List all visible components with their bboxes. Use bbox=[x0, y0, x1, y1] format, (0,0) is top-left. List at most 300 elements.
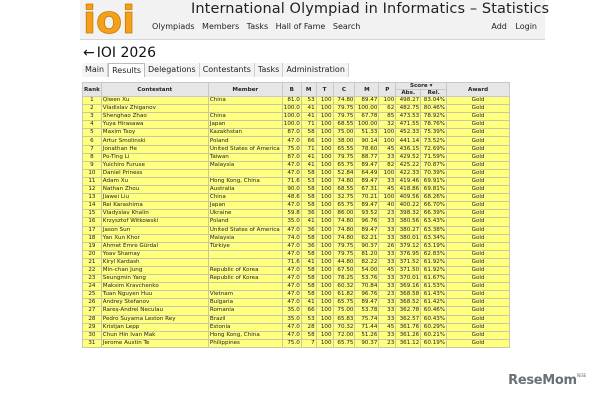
cell-m2: 90.37 bbox=[355, 242, 379, 250]
col-task-t[interactable]: T bbox=[316, 83, 333, 97]
cell-c: 44.80 bbox=[333, 258, 355, 266]
cell-m: 41 bbox=[301, 153, 316, 161]
cell-m: 36 bbox=[301, 242, 316, 250]
table-row bbox=[83, 202, 510, 210]
cell-t: 100 bbox=[316, 202, 333, 210]
cell-b: 71.6 bbox=[282, 258, 301, 266]
cell-member[interactable] bbox=[208, 105, 282, 113]
cell-abs: 422.33 bbox=[396, 169, 421, 177]
cell-p: 100 bbox=[379, 129, 396, 137]
cell-p: 32 bbox=[379, 121, 396, 129]
tab-tasks[interactable]: Tasks bbox=[255, 63, 283, 77]
top-nav bbox=[152, 22, 365, 31]
cell-m: 53 bbox=[301, 177, 316, 185]
cell-p: 40 bbox=[379, 202, 396, 210]
cell-name[interactable]: Yuichiro Furuse bbox=[101, 161, 208, 169]
cell-rank: 22 bbox=[83, 266, 102, 274]
cell-rel: 72.69% bbox=[421, 145, 447, 153]
cell-name[interactable]: Qiwen Xu bbox=[101, 97, 208, 105]
cell-rank: 28 bbox=[83, 315, 102, 323]
cell-name[interactable]: Nathan Zhou bbox=[101, 186, 208, 194]
col-score-rel[interactable]: Rel. bbox=[421, 90, 447, 97]
table-row bbox=[83, 283, 510, 291]
cell-award: Gold bbox=[447, 331, 510, 339]
cell-m2: 96.76 bbox=[355, 291, 379, 299]
site-title: International Olympiad in Informatics – Statistics bbox=[191, 1, 550, 17]
cell-award: Gold bbox=[447, 275, 510, 283]
cell-award: Gold bbox=[447, 299, 510, 307]
col-task-p[interactable]: P bbox=[379, 83, 396, 97]
cell-member[interactable]: Malaysia bbox=[208, 161, 282, 169]
cell-t: 100 bbox=[316, 97, 333, 105]
cell-name[interactable]: Jerome Austin Te bbox=[101, 339, 208, 347]
cell-member[interactable]: Taiwan bbox=[208, 153, 282, 161]
cell-abs: 441.14 bbox=[396, 137, 421, 145]
cell-award: Gold bbox=[447, 234, 510, 242]
cell-b: 47.0 bbox=[282, 161, 301, 169]
cell-rank: 1 bbox=[83, 97, 102, 105]
cell-name[interactable]: Krzysztof Witkowski bbox=[101, 218, 208, 226]
cell-name[interactable]: Vladyslav Khalin bbox=[101, 210, 208, 218]
cell-t: 100 bbox=[316, 307, 333, 315]
nav-olympiads[interactable]: Olympiads bbox=[152, 22, 195, 31]
cell-abs: 362.78 bbox=[396, 307, 421, 315]
cell-abs: 370.01 bbox=[396, 275, 421, 283]
cell-b: 75.0 bbox=[282, 339, 301, 347]
cell-c: 61.82 bbox=[333, 291, 355, 299]
cell-name[interactable]: Kristjan Lepp bbox=[101, 323, 208, 331]
cell-p: 33 bbox=[379, 331, 396, 339]
cell-p: 33 bbox=[379, 283, 396, 291]
cell-name[interactable]: Min-chan Jung bbox=[101, 266, 208, 274]
cell-p: 85 bbox=[379, 113, 396, 121]
cell-p: 26 bbox=[379, 242, 396, 250]
cell-t: 100 bbox=[316, 299, 333, 307]
cell-rank: 20 bbox=[83, 250, 102, 258]
cell-rank: 4 bbox=[83, 121, 102, 129]
cell-m: 58 bbox=[301, 234, 316, 242]
cell-m: 41 bbox=[301, 113, 316, 121]
cell-member[interactable]: Vietnam bbox=[208, 291, 282, 299]
cell-rank: 2 bbox=[83, 105, 102, 113]
cell-t: 100 bbox=[316, 291, 333, 299]
cell-award: Gold bbox=[447, 137, 510, 145]
cell-t: 100 bbox=[316, 113, 333, 121]
cell-rank: 10 bbox=[83, 169, 102, 177]
cell-c: 78.25 bbox=[333, 275, 355, 283]
cell-m2: 89.47 bbox=[355, 226, 379, 234]
cell-member[interactable]: Kazakhstan bbox=[208, 129, 282, 137]
cell-member[interactable]: Estonia bbox=[208, 323, 282, 331]
cell-m2: 89.47 bbox=[355, 97, 379, 105]
cell-name[interactable]: Maksim Kravchenko bbox=[101, 283, 208, 291]
tab-results[interactable]: Results bbox=[108, 63, 145, 77]
cell-c: 79.75 bbox=[333, 242, 355, 250]
cell-t: 100 bbox=[316, 145, 333, 153]
cell-member[interactable]: Türkiye bbox=[208, 242, 282, 250]
cell-m: 58 bbox=[301, 194, 316, 202]
cell-m: 66 bbox=[301, 137, 316, 145]
cell-m: 58 bbox=[301, 275, 316, 283]
cell-m2: 67.31 bbox=[355, 186, 379, 194]
cell-rank: 29 bbox=[83, 323, 102, 331]
cell-t: 100 bbox=[316, 258, 333, 266]
cell-name[interactable]: Ahmet Emre Gürdal bbox=[101, 242, 208, 250]
cell-member[interactable]: Romania bbox=[208, 307, 282, 315]
cell-member[interactable] bbox=[208, 250, 282, 258]
cell-name[interactable]: Yoav Shamay bbox=[101, 250, 208, 258]
cell-rel: 60.29% bbox=[421, 323, 447, 331]
cell-abs: 409.56 bbox=[396, 194, 421, 202]
cell-m: 28 bbox=[301, 323, 316, 331]
cell-c: 74.80 bbox=[333, 177, 355, 185]
tab-main[interactable]: Main bbox=[82, 63, 108, 77]
cell-rank: 21 bbox=[83, 258, 102, 266]
cell-member[interactable]: Ukraine bbox=[208, 210, 282, 218]
cell-rel: 61.42% bbox=[421, 299, 447, 307]
cell-p: 33 bbox=[379, 250, 396, 258]
cell-member[interactable]: United States of America bbox=[208, 145, 282, 153]
cell-abs: 471.55 bbox=[396, 121, 421, 129]
cell-award: Gold bbox=[447, 177, 510, 185]
cell-rank: 15 bbox=[83, 210, 102, 218]
cell-rank: 13 bbox=[83, 194, 102, 202]
cell-b: 100.0 bbox=[283, 121, 300, 128]
table-row bbox=[83, 105, 510, 113]
ioi-logo[interactable] bbox=[82, 0, 150, 38]
cell-award: Gold bbox=[447, 242, 510, 250]
cell-rank: 18 bbox=[83, 234, 102, 242]
cell-award: Gold bbox=[447, 202, 510, 210]
cell-award: Gold bbox=[447, 105, 510, 113]
cell-c: 65.75 bbox=[333, 202, 355, 210]
table-row bbox=[83, 258, 510, 266]
cell-name[interactable]: Adam Xu bbox=[101, 177, 208, 185]
cell-p: 33 bbox=[379, 307, 396, 315]
cell-m2: 51.26 bbox=[355, 331, 379, 339]
cell-abs: 436.15 bbox=[396, 145, 421, 153]
cell-m2: 51.33 bbox=[355, 129, 379, 137]
tab-administration[interactable]: Administration bbox=[283, 63, 349, 77]
cell-t: 100 bbox=[316, 186, 333, 194]
col-score-abs[interactable]: Abs. bbox=[396, 90, 421, 97]
cell-member[interactable]: China bbox=[208, 194, 282, 202]
cell-rank: 14 bbox=[83, 202, 102, 210]
cell-member[interactable] bbox=[208, 258, 282, 266]
cell-t: 100 bbox=[316, 283, 333, 291]
table-row bbox=[83, 307, 510, 315]
cell-abs: 418.86 bbox=[396, 186, 421, 194]
cell-t: 100 bbox=[316, 339, 333, 347]
cell-rank: 23 bbox=[83, 275, 102, 283]
cell-t: 100 bbox=[316, 129, 333, 137]
col-task-c[interactable]: C bbox=[333, 83, 355, 97]
cell-m: 58 bbox=[301, 291, 316, 299]
cell-abs: 371.52 bbox=[396, 258, 421, 266]
cell-c: 32.75 bbox=[333, 194, 355, 202]
table-row bbox=[83, 194, 510, 202]
cell-b: 47.0 bbox=[282, 266, 301, 274]
cell-t: 100 bbox=[316, 315, 333, 323]
cell-p: 100 bbox=[379, 137, 396, 145]
cell-member[interactable]: Australia bbox=[208, 186, 282, 194]
cell-award: Gold bbox=[447, 145, 510, 153]
cell-name[interactable]: Andrey Stefanov bbox=[101, 299, 208, 307]
cell-b: 47.0 bbox=[282, 242, 301, 250]
cell-abs: 400.22 bbox=[396, 202, 421, 210]
cell-m2: 53.76 bbox=[355, 275, 379, 283]
cell-rel: 70.87% bbox=[421, 161, 447, 169]
cell-p: 33 bbox=[379, 315, 396, 323]
cell-rank: 27 bbox=[83, 307, 102, 315]
cell-award: Gold bbox=[447, 210, 510, 218]
cell-m: 58 bbox=[301, 186, 316, 194]
cell-member[interactable]: United States of America bbox=[208, 226, 282, 234]
cell-member[interactable]: Brazil bbox=[208, 315, 282, 323]
results-table-container bbox=[80, 82, 545, 378]
cell-rank: 12 bbox=[83, 186, 102, 194]
cell-b: 35.0 bbox=[282, 218, 301, 226]
cell-m2: 67.78 bbox=[355, 113, 379, 121]
cell-name[interactable]: Rei Karashima bbox=[101, 202, 208, 210]
cell-member[interactable]: Philippines bbox=[208, 339, 282, 347]
cell-member[interactable]: Republic of Korea bbox=[208, 266, 282, 274]
cell-m2: 82.22 bbox=[355, 258, 379, 266]
cell-name[interactable]: Seungmin Yang bbox=[101, 275, 208, 283]
cell-m2: 81.20 bbox=[355, 250, 379, 258]
table-row bbox=[83, 129, 510, 137]
cell-t: 100 bbox=[316, 234, 333, 242]
cell-award: Gold bbox=[447, 129, 510, 137]
table-row bbox=[83, 186, 510, 194]
cell-abs: 369.16 bbox=[396, 283, 421, 291]
cell-rank: 19 bbox=[83, 242, 102, 250]
cell-c: 60.32 bbox=[333, 283, 355, 291]
cell-member[interactable]: Poland bbox=[208, 137, 282, 145]
table-row bbox=[83, 323, 510, 331]
cell-name[interactable]: Jiawei Liu bbox=[101, 194, 208, 202]
cell-m: 58 bbox=[301, 129, 316, 137]
cell-c: 74.80 bbox=[333, 234, 355, 242]
cell-m2: 93.52 bbox=[355, 210, 379, 218]
cell-b: 47.0 bbox=[282, 169, 301, 177]
cell-m2: 70.21 bbox=[355, 194, 379, 202]
cell-award: Gold bbox=[447, 250, 510, 258]
cell-c: 74.80 bbox=[333, 218, 355, 226]
cell-member[interactable]: Japan bbox=[208, 202, 282, 210]
table-row bbox=[83, 113, 510, 121]
cell-p: 45 bbox=[379, 266, 396, 274]
cell-c: 75.00 bbox=[333, 307, 355, 315]
cell-m2: 89.47 bbox=[355, 202, 379, 210]
tab-contestants[interactable]: Contestants bbox=[200, 63, 255, 77]
page bbox=[80, 0, 550, 400]
table-row bbox=[83, 210, 510, 218]
cell-p: 100 bbox=[379, 194, 396, 202]
cell-m2: 64.49 bbox=[355, 169, 379, 177]
cell-abs: 379.12 bbox=[396, 242, 421, 250]
cell-m2: 89.47 bbox=[355, 161, 379, 169]
cell-name[interactable]: Vladislav Zhiganov bbox=[101, 105, 208, 113]
cell-c: 79.75 bbox=[333, 113, 355, 121]
cell-rel: 66.70% bbox=[421, 202, 447, 210]
cell-m: 66 bbox=[301, 307, 316, 315]
cell-c: 52.84 bbox=[333, 169, 355, 177]
col-member[interactable]: Member bbox=[208, 83, 282, 97]
cell-t: 100 bbox=[316, 226, 333, 234]
cell-abs: 419.46 bbox=[396, 177, 421, 185]
table-row bbox=[83, 161, 510, 169]
cell-award: Gold bbox=[447, 258, 510, 266]
cell-award: Gold bbox=[447, 194, 510, 202]
nav-tasks[interactable]: Tasks bbox=[246, 22, 269, 31]
cell-rel: 80.46% bbox=[421, 105, 447, 113]
tab-delegations[interactable]: Delegations bbox=[145, 63, 200, 77]
cell-abs: 380.27 bbox=[396, 226, 421, 234]
cell-b: 75.0 bbox=[282, 145, 301, 153]
login-link[interactable]: Login bbox=[515, 22, 537, 31]
cell-name[interactable]: Shenghao Zhao bbox=[101, 113, 208, 121]
cell-t: 100 bbox=[316, 194, 333, 202]
col-contestant[interactable]: Contestant bbox=[101, 83, 208, 97]
cell-rank: 30 bbox=[83, 331, 102, 339]
cell-c: 65.75 bbox=[333, 339, 355, 347]
cell-c: 68.55 bbox=[333, 121, 355, 129]
cell-award: Gold bbox=[447, 315, 510, 323]
cell-name[interactable]: Yuya Hirasawa bbox=[101, 121, 208, 129]
cell-abs: 368.52 bbox=[396, 299, 421, 307]
cell-p: 45 bbox=[379, 145, 396, 153]
col-task-m2[interactable]: M bbox=[355, 83, 379, 97]
cell-rank: 6 bbox=[83, 137, 102, 145]
cell-name[interactable]: Tuan Nguyen Huu bbox=[101, 291, 208, 299]
cell-rank: 26 bbox=[83, 299, 102, 307]
cell-member[interactable]: Poland bbox=[208, 218, 282, 226]
cell-t: 100 bbox=[316, 177, 333, 185]
cell-p: 33 bbox=[379, 177, 396, 185]
cell-rank: 31 bbox=[83, 339, 102, 347]
col-rank[interactable]: Rank bbox=[83, 83, 102, 97]
cell-name[interactable]: Jason Sun bbox=[101, 226, 208, 234]
cell-member[interactable]: Hong Kong, China bbox=[208, 331, 282, 339]
cell-c: 70.32 bbox=[333, 323, 355, 331]
cell-name[interactable]: Artur Smolinski bbox=[101, 137, 208, 145]
table-row bbox=[83, 339, 510, 347]
cell-m2: 96.76 bbox=[355, 218, 379, 226]
cell-p: 82 bbox=[379, 161, 396, 169]
cell-name[interactable]: Chun Hin Ivan Mak bbox=[101, 331, 208, 339]
col-task-m[interactable]: M bbox=[301, 83, 316, 97]
cell-m2: 88.77 bbox=[355, 153, 379, 161]
cell-member[interactable]: China bbox=[208, 97, 282, 105]
cell-name[interactable]: Rareș-Andrei Neculau bbox=[101, 307, 208, 315]
cell-rel: 78.76% bbox=[421, 121, 447, 129]
table-row bbox=[83, 291, 510, 299]
cell-name[interactable]: Daniel Priness bbox=[101, 169, 208, 177]
cell-p: 100 bbox=[379, 169, 396, 177]
col-award[interactable]: Award bbox=[447, 83, 510, 97]
cell-member[interactable] bbox=[208, 169, 282, 177]
table-row bbox=[83, 177, 510, 185]
cell-c: 68.55 bbox=[333, 186, 355, 194]
nav-search[interactable]: Search bbox=[332, 22, 361, 31]
table-row bbox=[83, 266, 510, 274]
cell-rel: 63.34% bbox=[421, 234, 447, 242]
nav-hall-of-fame[interactable]: Hall of Fame bbox=[275, 22, 326, 31]
cell-member[interactable] bbox=[208, 283, 282, 291]
cell-member[interactable]: Republic of Korea bbox=[208, 275, 282, 283]
cell-c: 79.75 bbox=[333, 105, 355, 113]
user-nav bbox=[485, 22, 537, 31]
cell-m2: 100.00 bbox=[355, 121, 379, 129]
cell-name[interactable]: Maxim Tsoy bbox=[101, 129, 208, 137]
col-score[interactable]: Score ▾ bbox=[396, 83, 447, 90]
cell-rel: 83.04% bbox=[421, 97, 447, 105]
cell-m: 71 bbox=[301, 145, 316, 153]
cell-name[interactable]: Pedro Suyama Leston Rey bbox=[101, 315, 208, 323]
cell-rel: 71.59% bbox=[421, 153, 447, 161]
cell-b: 47.0 bbox=[282, 250, 301, 258]
cell-name[interactable]: Yan Xun Khor bbox=[101, 234, 208, 242]
cell-b: 35.0 bbox=[282, 315, 301, 323]
cell-b: 47.0 bbox=[282, 331, 301, 339]
table-row bbox=[83, 137, 510, 145]
cell-t: 100 bbox=[316, 218, 333, 226]
back-arrow-icon[interactable]: ← bbox=[83, 45, 95, 61]
cell-member[interactable]: Bulgaria bbox=[208, 299, 282, 307]
cell-p: 45 bbox=[379, 186, 396, 194]
cell-m2: 78.60 bbox=[355, 145, 379, 153]
cell-m2: 53.78 bbox=[355, 307, 379, 315]
cell-m: 36 bbox=[301, 210, 316, 218]
cell-b: 35.0 bbox=[282, 307, 301, 315]
cell-member[interactable]: China bbox=[208, 113, 282, 121]
cell-abs: 376.95 bbox=[396, 250, 421, 258]
cell-t: 100 bbox=[316, 266, 333, 274]
cell-abs: 371.50 bbox=[396, 266, 421, 274]
cell-name[interactable]: Kiryl Kardash bbox=[101, 258, 208, 266]
cell-c: 79.75 bbox=[333, 153, 355, 161]
cell-rel: 60.43% bbox=[421, 315, 447, 323]
cell-award: Gold bbox=[447, 307, 510, 315]
col-task-b[interactable]: B bbox=[282, 83, 301, 97]
cell-p: 62 bbox=[379, 105, 396, 113]
cell-rel: 60.19% bbox=[421, 339, 447, 347]
cell-name[interactable]: Po-Ting Li bbox=[101, 153, 208, 161]
cell-member[interactable]: Hong Kong, China bbox=[208, 177, 282, 185]
cell-m2: 75.74 bbox=[355, 315, 379, 323]
add-link[interactable]: Add bbox=[491, 22, 507, 31]
cell-member[interactable]: Malaysia bbox=[208, 234, 282, 242]
nav-members[interactable]: Members bbox=[202, 22, 240, 31]
cell-c: 65.75 bbox=[333, 161, 355, 169]
cell-b: 47.0 bbox=[282, 323, 301, 331]
cell-rel: 63.38% bbox=[421, 226, 447, 234]
table-row bbox=[83, 169, 510, 177]
table-row bbox=[83, 97, 510, 105]
cell-t: 100 bbox=[316, 250, 333, 258]
cell-award: Gold bbox=[447, 283, 510, 291]
cell-m: 58 bbox=[301, 250, 316, 258]
cell-name[interactable]: Jonathan He bbox=[101, 145, 208, 153]
cell-b: 48.6 bbox=[282, 194, 301, 202]
cell-rel: 60.21% bbox=[421, 331, 447, 339]
cell-rel: 61.92% bbox=[421, 258, 447, 266]
cell-award: Gold bbox=[447, 218, 510, 226]
cell-rank: 7 bbox=[83, 145, 102, 153]
cell-abs: 380.01 bbox=[396, 234, 421, 242]
cell-member[interactable]: Japan bbox=[208, 121, 282, 129]
